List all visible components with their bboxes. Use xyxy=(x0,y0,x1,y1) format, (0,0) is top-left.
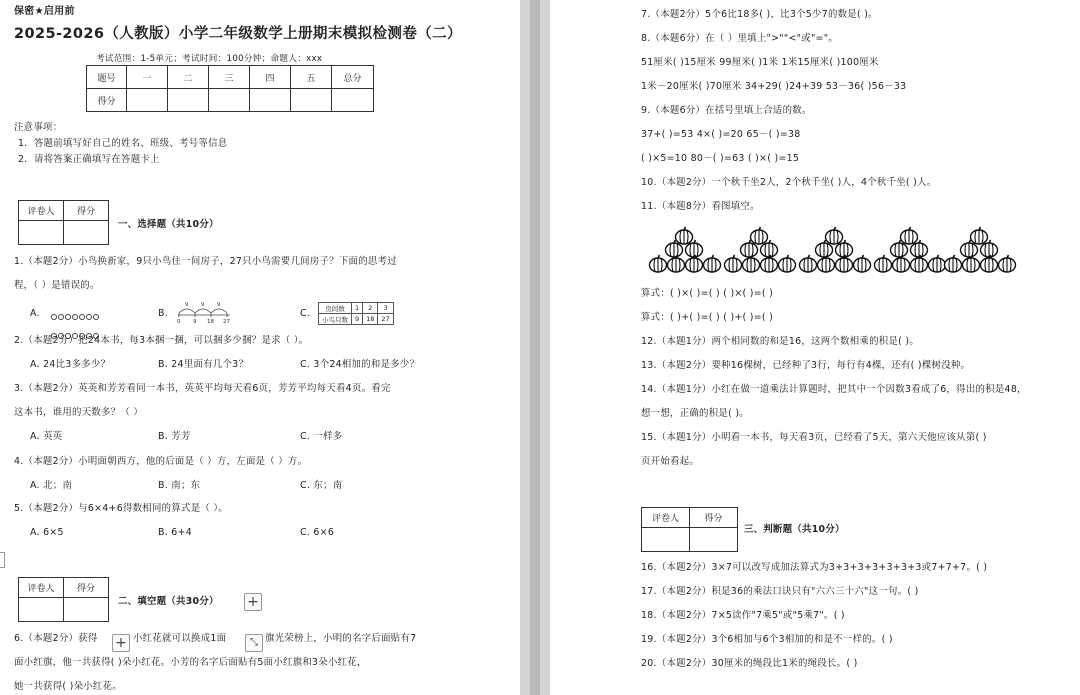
numline-tick-label: 9 xyxy=(193,319,197,324)
question-text: 15.（本题1分）小明看一本书，每天看3页，已经看了5天，第六天他应该从第( ) xyxy=(641,432,987,443)
question-text: 1米－20厘米( )70厘米 34+29( )24+39 53－36( )56－33 xyxy=(641,81,907,92)
question-text: 想一想，正确的积是( )。 xyxy=(641,408,749,419)
question-text: 16.（本题2分）3×7可以改写成加法算式为3+3+3+3+3+3+3或7+7+7。( ) xyxy=(641,562,988,573)
mini-table-cell: 2 xyxy=(363,303,378,314)
option-text: B. 6+4 xyxy=(158,527,192,538)
exam-meta: 考试范围：1-5单元；考试时间：100分钟；命题人：xxx xyxy=(96,54,323,64)
question-text: 她一共获得( )朵小红花。 xyxy=(14,681,122,692)
score-cell xyxy=(209,89,250,112)
grader-box xyxy=(641,507,738,552)
mini-table-cell: 18 xyxy=(363,314,378,325)
option-text: C. 一样多 xyxy=(300,431,343,442)
question-text: 页开始看起。 xyxy=(641,456,700,467)
vertical-scrollbar[interactable] xyxy=(530,0,540,695)
option-text: B. 芳芳 xyxy=(158,431,191,442)
question-text: 10.（本题2分）一个秋千坐2人，2个秋千坐( )人，4个秋千坐( )人。 xyxy=(641,177,937,188)
grader-cell xyxy=(64,221,109,245)
score-row-label: 得分 xyxy=(87,89,127,112)
grader-score-label: 得分 xyxy=(64,201,109,221)
option-label: C. xyxy=(300,308,311,319)
question-text: 1.（本题2分）小鸟换新家，9只小鸟住一间房子，27只小鸟需要几间房子？下面的思考过 xyxy=(14,256,397,267)
bird-dots-figure xyxy=(50,305,110,322)
question-text: 6.（本题2分）获得 xyxy=(14,633,98,644)
score-header: 题号 xyxy=(87,66,127,89)
grader-cell xyxy=(642,528,690,552)
question-text: 4.（本题2分）小明面朝西方，他的后面是（ ）方，左面是（ ）方。 xyxy=(14,456,308,467)
question-text: 9.（本题6分）在括号里填上合适的数。 xyxy=(641,105,812,116)
score-header: 二 xyxy=(168,66,209,89)
option-text: A. 24比3多多少？ xyxy=(30,359,111,370)
question-text: 12.（本题1分）两个相同数的和是16，这两个数相乘的积是( )。 xyxy=(641,336,920,347)
option-text: C. 3个24相加的和是多少？ xyxy=(300,359,420,370)
notice-item: 1．答题前填写好自己的姓名、班级、考号等信息 xyxy=(18,138,228,149)
question-text: 小红花就可以换成1面 xyxy=(133,633,227,644)
option-text: A. 英英 xyxy=(30,431,63,442)
numline-tick-label: 0 xyxy=(177,319,181,324)
grader-score-label: 得分 xyxy=(690,508,738,528)
question-text: 程，（ ）是错误的。 xyxy=(14,280,100,291)
expand-icon[interactable]: ⤡ xyxy=(245,634,263,652)
confidential-label: 保密★启用前 xyxy=(14,6,75,17)
option-label: A. xyxy=(30,308,40,319)
grader-score-label: 得分 xyxy=(64,578,109,598)
section-heading: 三、判断题（共10分） xyxy=(744,524,845,535)
page-gutter xyxy=(520,0,550,695)
option-text: C. 6×6 xyxy=(300,527,335,538)
question-text: 17.（本题2分）积是36的乘法口诀只有"六六三十六"这一句。( ) xyxy=(641,586,919,597)
score-table-score-row xyxy=(87,89,374,112)
grader-box xyxy=(18,577,109,622)
mini-table-cell: 小鸟只数 xyxy=(319,314,352,325)
question-text: 算式：( )+( )=( ) ( )+( )=( ) xyxy=(641,312,774,323)
mini-table-cell: 9 xyxy=(352,314,363,325)
grader-reviewer-label: 评卷人 xyxy=(642,508,690,528)
question-text: 37+( )=53 4×( )=20 65－( )=38 xyxy=(641,129,801,140)
question-text: 13.（本题2分）要种16棵树，已经种了3行，每行有4棵，还有( )棵树没种。 xyxy=(641,360,971,371)
question-text: 18.（本题2分）7×5读作"7乘5"或"5乘7"。( ) xyxy=(641,610,845,621)
score-cell xyxy=(332,89,374,112)
notice-title: 注意事项： xyxy=(14,122,63,133)
option-text: A. 北；南 xyxy=(30,480,73,491)
grader-box xyxy=(18,200,109,245)
page-edge-handle[interactable] xyxy=(0,552,5,568)
option-text: B. 24里面有几个3？ xyxy=(158,359,249,370)
mini-table-cell: 3 xyxy=(378,303,393,314)
option-text: B. 南；东 xyxy=(158,480,201,491)
score-cell xyxy=(127,89,168,112)
score-header: 一 xyxy=(127,66,168,89)
rooms-birds-table xyxy=(318,302,394,325)
score-table-header-row xyxy=(87,66,374,89)
question-text: 8.（本题6分）在（ ）里填上">""<"或"="。 xyxy=(641,33,839,44)
section-heading: 一、选择题（共10分） xyxy=(118,219,219,230)
question-text: 11.（本题8分）看图填空。 xyxy=(641,201,760,212)
question-text: 51厘米( )15厘米 99厘米( )1米 1米15厘米( )100厘米 xyxy=(641,57,879,68)
exam-title: 2025-2026（人教版）小学二年级数学上册期末模拟检测卷（二） xyxy=(14,26,462,42)
add-button[interactable]: + xyxy=(112,634,130,652)
score-header: 五 xyxy=(291,66,332,89)
question-text: 2.（本题2分）把24本书，每3本捆一捆，可以捆多少捆？是求（ ）。 xyxy=(14,335,309,346)
grader-reviewer-label: 评卷人 xyxy=(19,578,64,598)
question-text: 7.（本题2分）5个6比18多( )，比3个5少7的数是( )。 xyxy=(641,9,878,20)
score-header: 三 xyxy=(209,66,250,89)
mini-table-cell: 1 xyxy=(352,303,363,314)
score-header: 总分 xyxy=(332,66,374,89)
notice-item: 2．请将答案正确填写在答题卡上 xyxy=(18,154,160,165)
score-header: 四 xyxy=(250,66,291,89)
option-text: C. 东；南 xyxy=(300,480,343,491)
question-text: 算式：( )×( )=( ) ( )×( )=( ) xyxy=(641,288,774,299)
score-table xyxy=(86,65,374,112)
pumpkin-groups-figure xyxy=(648,225,1018,277)
score-cell xyxy=(250,89,291,112)
number-line-figure xyxy=(175,300,233,324)
add-button[interactable]: + xyxy=(244,593,262,611)
numline-jump-label: 9 xyxy=(185,302,189,308)
grader-reviewer-label: 评卷人 xyxy=(19,201,64,221)
question-text: 14.（本题1分）小红在做一道乘法计算题时，把其中一个因数3看成了6，得出的积是48， xyxy=(641,384,1027,395)
grader-cell xyxy=(19,221,64,245)
question-text: 3.（本题2分）英英和芳芳看同一本书，英英平均每天看6页，芳芳平均每天看4页。看完 xyxy=(14,383,391,394)
question-text: 旗光荣榜上，小明的名字后面贴有7 xyxy=(265,633,417,644)
question-text: ( )×5=10 80－( )=63 ( )×( )=15 xyxy=(641,153,800,164)
question-text: 19.（本题2分）3个6相加与6个3相加的和是不一样的。( ) xyxy=(641,634,893,645)
option-label: B. xyxy=(158,308,169,319)
numline-tick-label: 27 xyxy=(223,319,230,324)
section-heading: 二、填空题（共30分） xyxy=(118,596,219,607)
mini-table-cell: 27 xyxy=(378,314,393,325)
option-text: A. 6×5 xyxy=(30,527,64,538)
mini-table-cell: 房间数 xyxy=(319,303,352,314)
question-text: 5.（本题2分）与6×4+6得数相同的算式是（ ）。 xyxy=(14,503,228,514)
score-cell xyxy=(168,89,209,112)
question-text: 20.（本题2分）30厘米的绳段比1米的绳段长。( ) xyxy=(641,658,858,669)
question-text: 这本书，谁用的天数多？（ ） xyxy=(14,407,144,418)
numline-tick-label: 18 xyxy=(207,319,214,324)
question-text: 面小红旗，他一共获得( )朵小红花。小芳的名字后面贴有5面小红旗和3朵小红花， xyxy=(14,657,367,668)
numline-jump-label: 9 xyxy=(217,302,221,308)
grader-cell xyxy=(19,598,64,622)
grader-cell xyxy=(64,598,109,622)
score-cell xyxy=(291,89,332,112)
numline-jump-label: 9 xyxy=(201,302,205,308)
exam-page-left xyxy=(0,0,520,695)
grader-cell xyxy=(690,528,738,552)
